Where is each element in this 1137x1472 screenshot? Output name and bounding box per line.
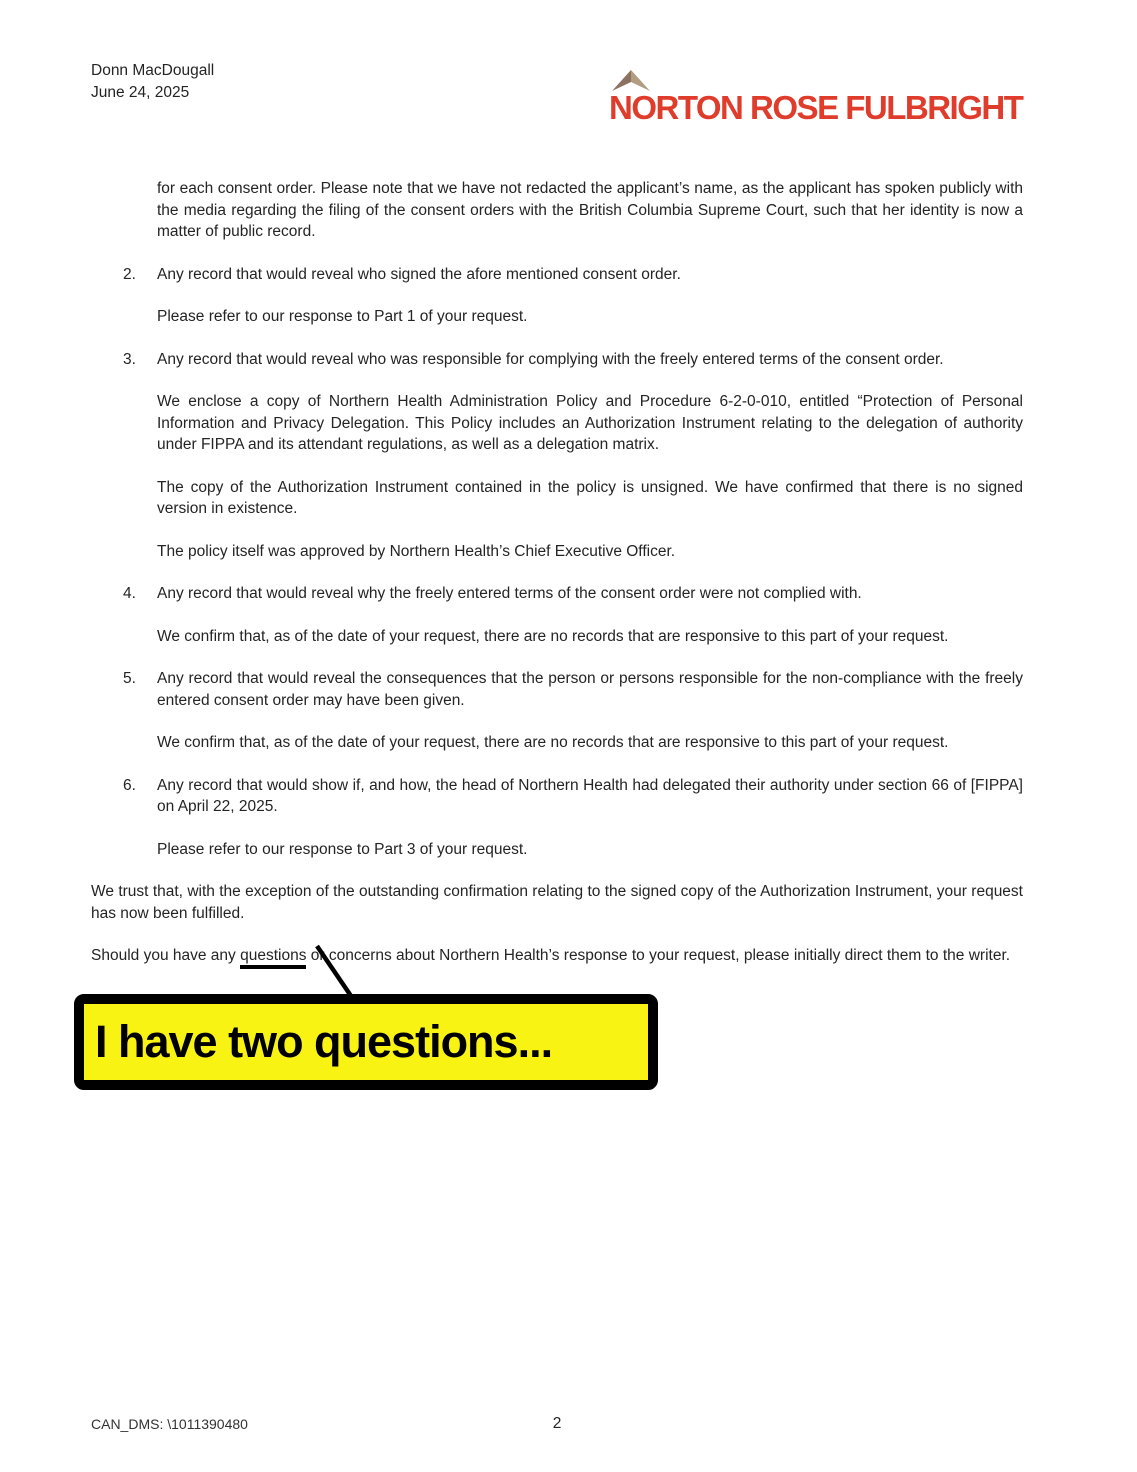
list-item-3	[91, 349, 1023, 371]
item-request: Any record that would reveal who was responsible for complying with the freely entered terms of the consent order.	[157, 350, 944, 368]
item-3-response: The copy of the Authorization Instrument contained in the policy is unsigned. We have confirmed that there is no signed version in existence.	[157, 478, 1023, 517]
footer-doc-id: CAN_DMS: \1011390480	[91, 1416, 248, 1432]
norton-rose-fulbright-logo	[609, 70, 1022, 127]
list-item-2	[91, 264, 1023, 286]
item-number: 2.	[123, 265, 136, 283]
letter-body	[91, 178, 1023, 1090]
questions-underline-annotation: questions	[240, 947, 306, 969]
header-address-block	[91, 60, 214, 103]
annotation-text: I have two questions...	[95, 1015, 553, 1067]
intro-continuation-paragraph: for each consent order. Please note that we have not redacted the applicant’s name, as the applicant has spoken publicly with the media regarding the filing of the consent orders with the British Columbia Supreme Court, such that her identity is now a matter of public record.	[157, 180, 1023, 240]
list-item-4	[91, 583, 1023, 605]
item-6-response: Please refer to our response to Part 3 of your request.	[157, 840, 528, 858]
item-4-response: We confirm that, as of the date of your request, there are no records that are responsive to this part of your request.	[157, 627, 949, 645]
annotation-group	[74, 994, 658, 1090]
item-request: Any record that would reveal why the freely entered terms of the consent order were not complied with.	[157, 585, 862, 602]
final-paragraph-before: Should you have any	[91, 947, 241, 964]
item-number: 5.	[123, 670, 136, 687]
item-2-response: Please refer to our response to Part 1 of your request.	[157, 308, 528, 325]
item-5-response: We confirm that, as of the date of your request, there are no records that are responsive to this part of your request.	[157, 734, 949, 751]
list-item-6	[91, 775, 1023, 818]
logo-caret-icon	[612, 70, 650, 91]
item-number: 3.	[123, 350, 136, 368]
recipient-name: Donn MacDougall	[91, 62, 215, 79]
letter-date: June 24, 2025	[91, 83, 190, 101]
callout-connector-line	[304, 944, 384, 998]
item-request: Any record that would reveal the consequences that the person or persons responsible for the non-compliance with the freely entered consent order may have been given.	[157, 670, 1023, 709]
closing-paragraph: We trust that, with the exception of the outstanding confirmation relating to the signed copy of the Authorization Instrument, your request has now been fulfilled.	[91, 883, 1023, 922]
footer-page-number: 2	[552, 1415, 562, 1432]
item-number: 4.	[123, 585, 136, 602]
item-number: 6.	[123, 776, 136, 794]
list-item-5	[91, 668, 1023, 711]
final-paragraph-after: or concerns about Northern Health’s response to your request, please initially direct them to the writer.	[306, 947, 1011, 964]
item-3-response: We enclose a copy of Northern Health Administration Policy and Procedure 6-2-0-010, entitled “Protection of Personal Information and Privacy Delegation. This Policy includes an Authorization Instrument relating to the delegation of authority under FIPPA and its attendant regulations, as well as a delegation matrix.	[157, 393, 1023, 453]
final-paragraph	[91, 945, 1023, 967]
item-request: Any record that would reveal who signed the afore mentioned consent order.	[157, 265, 681, 283]
item-request: Any record that would show if, and how, the head of Northern Health had delegated their authority under section 66 of [FIPPA] on April 22, 2025.	[157, 776, 1023, 815]
annotation-callout	[74, 994, 658, 1090]
item-3-response: The policy itself was approved by Northern Health’s Chief Executive Officer.	[157, 542, 676, 560]
logo-text: NORTON ROSE FULBRIGHT	[609, 89, 1023, 126]
